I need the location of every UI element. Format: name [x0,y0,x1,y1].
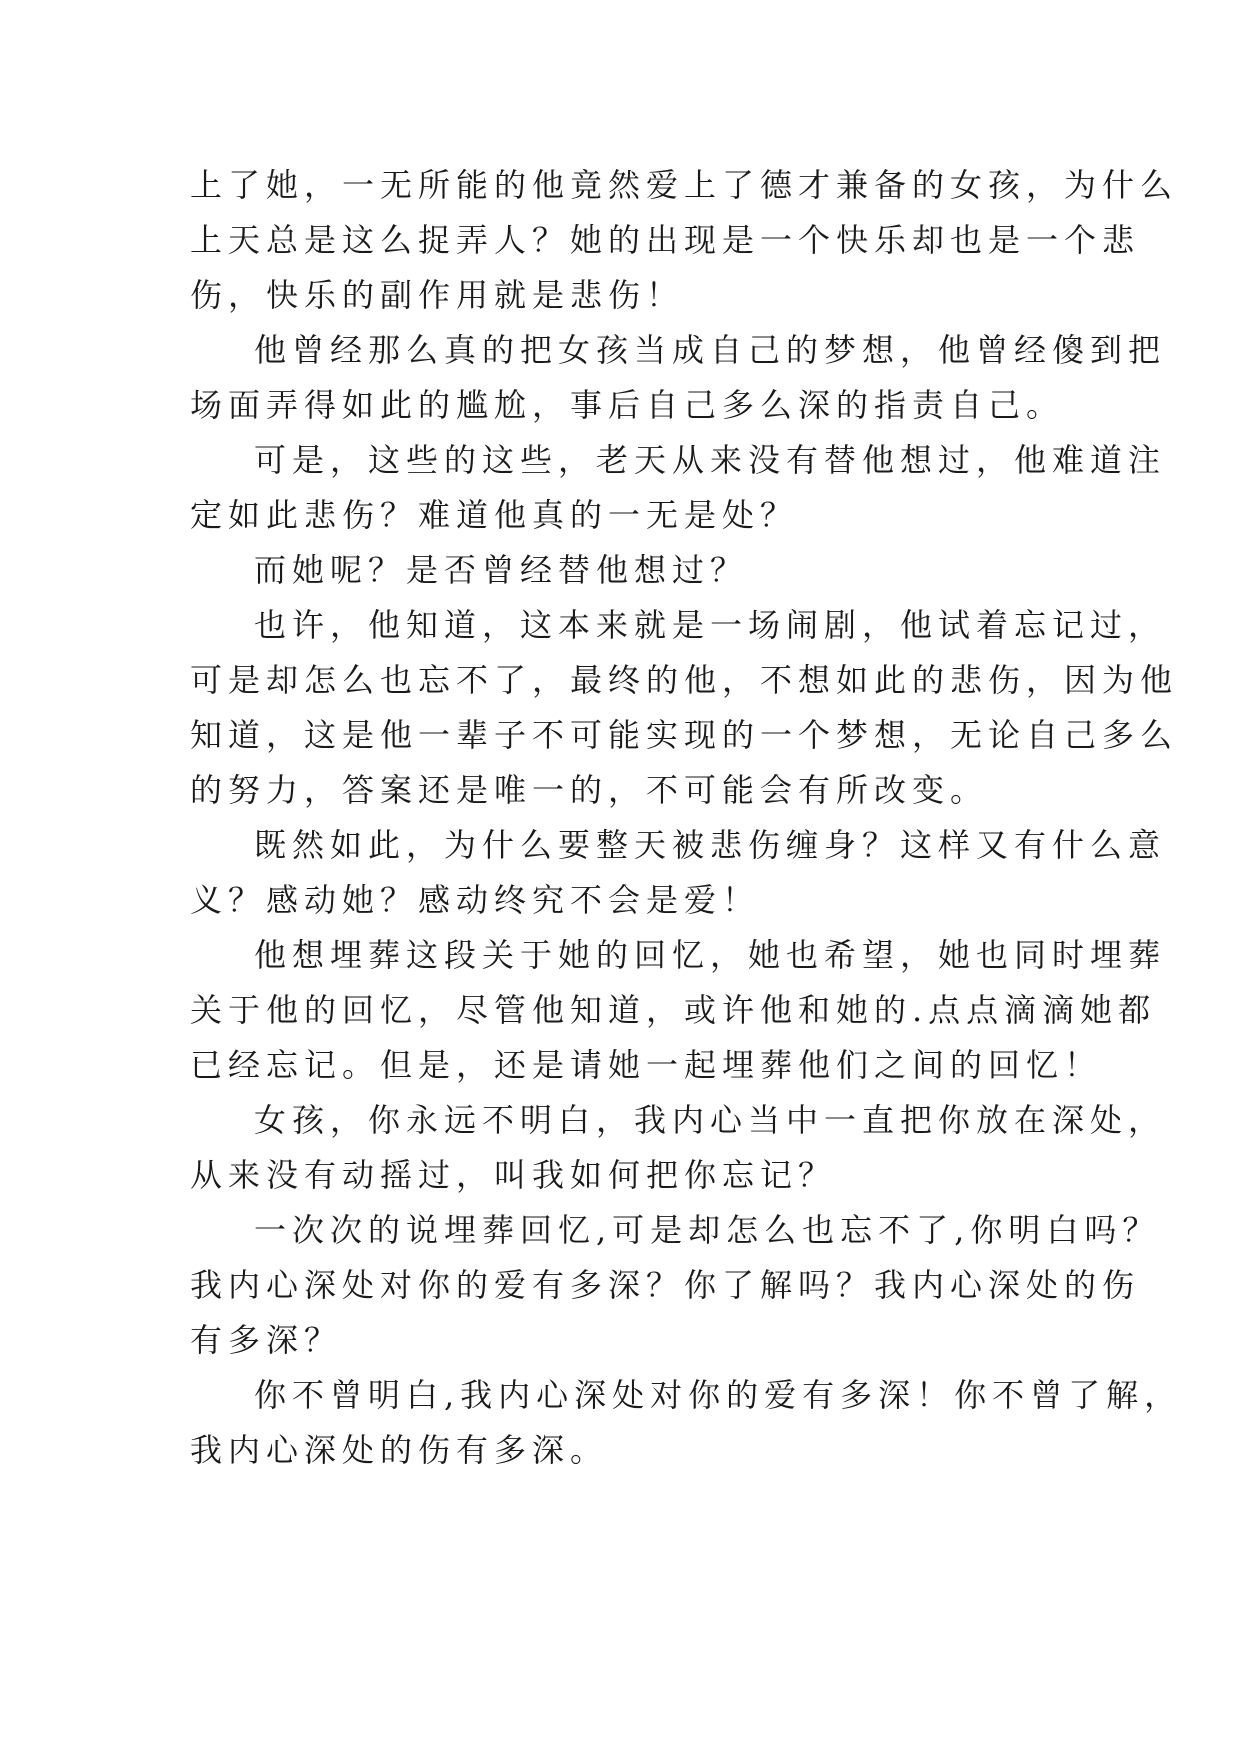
paragraph-2 [190,323,1167,433]
text-line: 义？感动她？感动终究不会是爱！ [190,881,761,919]
text-line: 有多深？ [190,1321,343,1359]
text-line: 可是，这些的这些，老天从来没有替他想过，他难道注 [254,441,1167,479]
text-line: 而她呢？是否曾经替他想过？ [254,551,749,589]
text-line: 上天总是这么捉弄人？她的出现是一个快乐却也是一个悲 [190,221,1141,259]
paragraph-5 [190,598,1179,818]
paragraph-1 [190,158,1179,323]
text-line: 他想埋葬这段关于她的回忆，她也希望，她也同时埋葬 [254,936,1167,974]
document-body [190,158,1183,1478]
text-line: 上了她，一无所能的他竟然爱上了德才兼备的女孩，为什么 [190,166,1179,204]
paragraph-3 [190,433,1167,543]
text-line: 从来没有动摇过，叫我如何把你忘记？ [190,1156,837,1194]
text-line: 的努力，答案还是唯一的，不可能会有所改变。 [190,771,989,809]
text-line: 也许，他知道，这本来就是一场闹剧，他试着忘记过， [254,606,1167,644]
text-line: 可是却怎么也忘不了，最终的他，不想如此的悲伤，因为他 [190,661,1179,699]
paragraph-9 [190,1203,1161,1368]
text-line: 我内心深处的伤有多深。 [190,1431,609,1469]
text-line: 女孩，你永远不明白，我内心当中一直把你放在深处， [254,1101,1167,1139]
text-line: 关于他的回忆，尽管他知道，或许他和她的.点点滴滴她都 [190,991,1157,1029]
text-line: 定如此悲伤？难道他真的一无是处？ [190,496,799,534]
paragraph-7 [190,928,1167,1093]
text-line: 知道，这是他一辈子不可能实现的一个梦想，无论自己多么 [190,716,1179,754]
paragraph-10 [190,1368,1183,1478]
text-line: 伤，快乐的副作用就是悲伤！ [190,276,685,314]
text-line: 已经忘记。但是，还是请她一起埋葬他们之间的回忆！ [190,1046,1103,1084]
text-line: 一次次的说埋葬回忆,可是却怎么也忘不了,你明白吗？ [254,1211,1161,1249]
text-line: 他曾经那么真的把女孩当成自己的梦想，他曾经傻到把 [254,331,1167,369]
text-line: 你不曾明白,我内心深处对你的爱有多深！你不曾了解， [254,1376,1183,1414]
text-line: 场面弄得如此的尴尬，事后自己多么深的指责自己。 [190,386,1065,424]
paragraph-4 [190,543,1070,598]
paragraph-8 [190,1093,1167,1203]
text-line: 我内心深处对你的爱有多深？你了解吗？我内心深处的伤 [190,1266,1141,1304]
text-line: 既然如此，为什么要整天被悲伤缠身？这样又有什么意 [254,826,1167,864]
paragraph-6 [190,818,1167,928]
